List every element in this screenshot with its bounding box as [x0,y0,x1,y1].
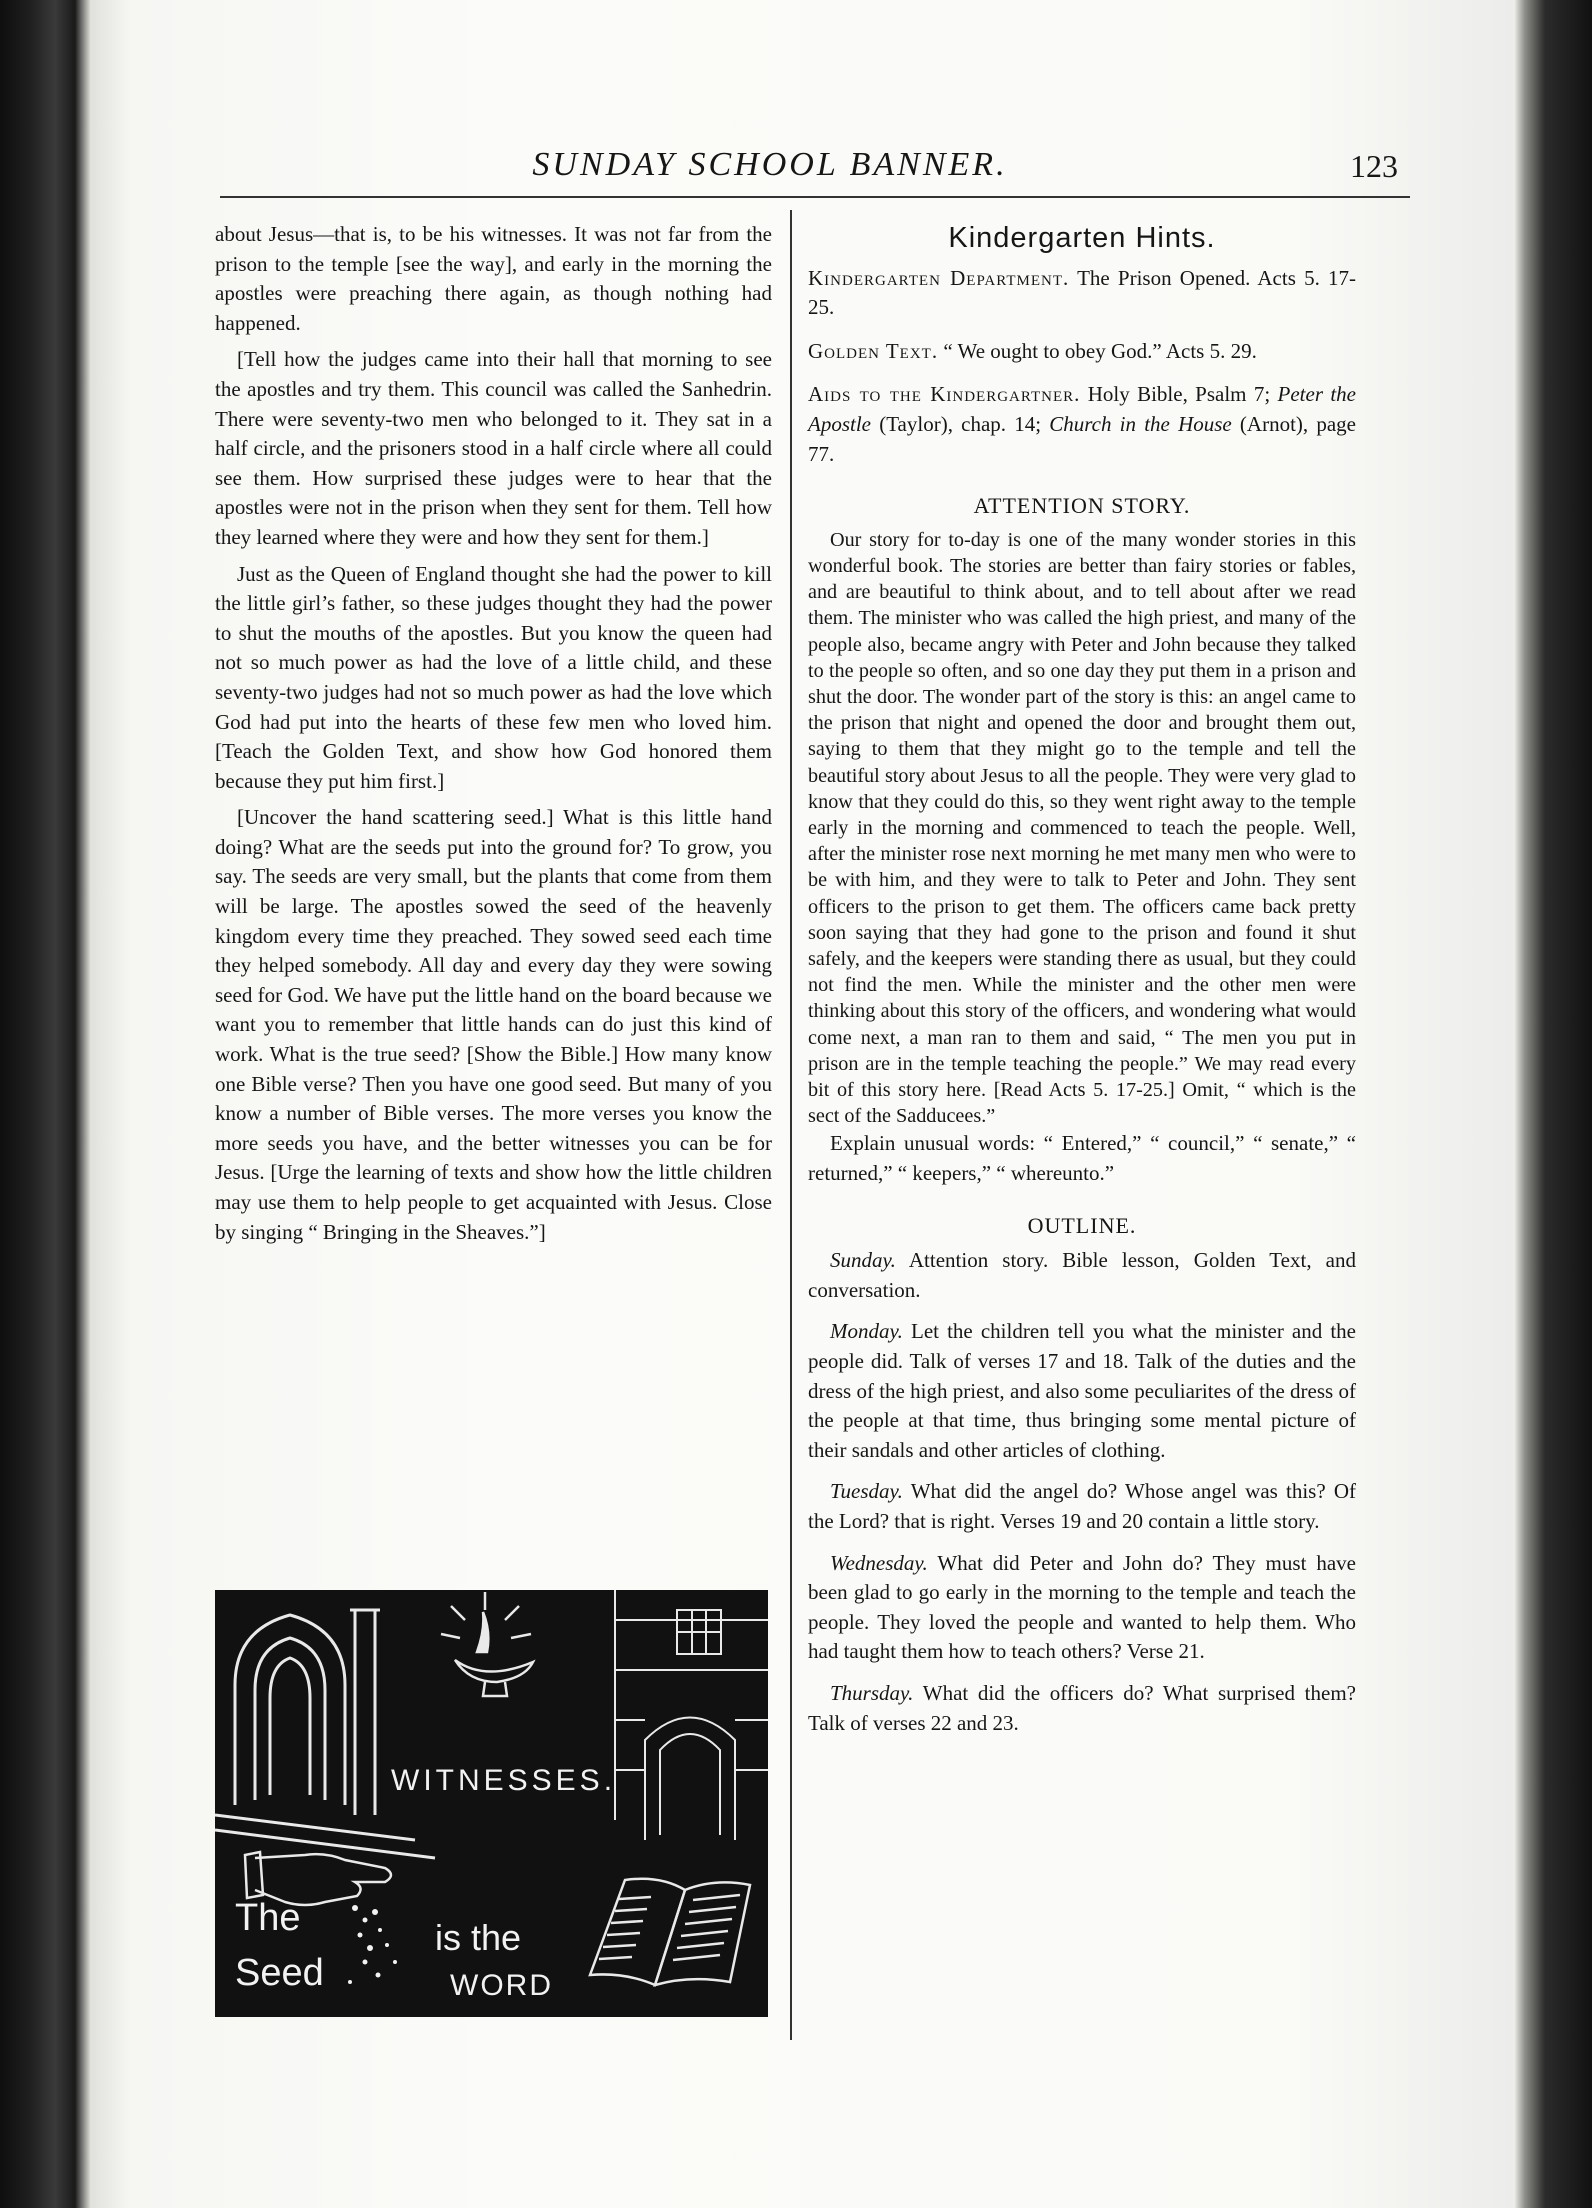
motto-word: WORD [450,1969,553,2002]
book-page-edge-right [1515,0,1592,2208]
aids-line [808,380,1356,469]
outline-text: What did the officers do? What surprised them? Talk of verses 22 and 23. [808,1680,1356,1735]
outline-item [808,1549,1356,1667]
aids-text: Holy Bible, Psalm 7; [1087,382,1278,407]
golden-text-line [808,337,1356,367]
attention-story-text: Our story for to-day is one of the many wonder stories in this wonderful book. The stories are better than fairy stories or fables, and are beautiful to think about, and to tell about after we read them. The minister who was called the high priest, and many of the people also, became angry with Peter and John because they talked to the people so often, and so one day they put them in a prison and shut the door. The wonder part of the story is this: an angel came to the prison that night and opened the door and brought them out, saying to them that they might go to the temple and tell the beautiful story about Jesus to all the people. They were very glad to know that they could do this, so they went right away to the temple early in the morning and commenced to teach the people. Well, after the minister rose next morning he met many men who were to be with him, and they were to talk to Peter and John. They sent officers to the prison to get them. The officers came back pretty soon saying that they had gone to the prison and found it shut safely, and the keepers were standing there as usual, but they could not find the men. While the minister and the other men were thinking about this story of the officers, and wondering what would come next, a man ran to them and said, “ The men you put in prison are in the temple teaching the people.” We may read every bit of this story here. [Read Acts 5. 17-25.] Omit, “ which is the sect of the Sadducees.” [808,528,1356,1128]
witnesses-word: WITNESSES. [391,1764,617,1797]
outline-item [808,1317,1356,1465]
journal-title: SUNDAY SCHOOL BANNER. [532,146,1008,183]
witnesses-illustration [215,1590,768,2017]
aids-text: (Arnot), page 77. [808,411,1356,466]
outline-item [808,1679,1356,1738]
golden-text: “ We ought to obey God.” Acts 5. 29. [943,338,1257,363]
running-header [220,140,1410,192]
paragraph: [Tell how the judges came into their hall that morning to see the apostles and try them. This council was called the Sanhedrin. There were seventy-two men who belonged to it. They sat in a half circle, and the prisoners stood in a half circle where all could see them. How surprised these judges were to hear that the apostles were not in the prison when they sent for them. Tell how they learned where they were and how they sent for them.] [215,347,772,549]
explain-words: Explain unusual words: “ Entered,” “ council,” “ senate,” “ returned,” “ keepers,” “ whereunto.” [808,1131,1356,1186]
department-line [808,264,1356,323]
golden-text-label: Golden Text. [808,338,939,363]
outline-day: Thursday. [830,1680,914,1705]
attention-story-heading: ATTENTION STORY. [973,493,1191,519]
book-title: Peter the Apostle [808,382,1356,436]
section-title: Kindergarten Hints. [948,222,1216,254]
right-column [808,220,1356,1750]
department-label: Kindergarten Department. [808,265,1070,290]
outline-heading: OUTLINE. [1027,1212,1137,1238]
motto-the: The [235,1897,301,1939]
aids-label: Aids to the Kindergartner. [808,382,1081,407]
header-rule [220,196,1410,198]
paragraph: Just as the Queen of England thought she had the power to kill the little girl’s father, so these judges thought they had the power to shut the mouths of the apostles. But you know the queen had not so much power as had the love of a little child, and these seventy-two judges had not so much power as had the love which God had put into the hearts of these few men who loved him. [Teach the Golden Text, and show how God honored them because they put him first.] [215,561,772,793]
outline-item [808,1246,1356,1305]
outline-item [808,1477,1356,1536]
outline-text: What did the angel do? Whose angel was this? Of the Lord? that is right. Verses 19 and 20 contain a little story. [808,1479,1356,1533]
outline-text: Attention story. Bible lesson, Golden Text, and conversation. [808,1248,1356,1302]
paragraph: about Jesus—that is, to be his witnesses. It was not far from the prison to the temple [see the way], and early in the morning the apostles were preaching there again, as though nothing had happened. [215,222,772,335]
outline-day: Monday. [830,1319,903,1344]
outline-list [808,1246,1356,1738]
paragraph: [Uncover the hand scattering seed.] What is this little hand doing? What are the seeds put into the ground for? To grow, you say. The seeds are very small, but the plants that come from them will be large. The apostles sowed the seed of the heavenly kingdom every time they preached. They sowed seed each time they helped somebody. All day and every day they were sowing seed for God. We have put the little hand on the board because we want you to remember that little hands can do just this kind of work. What is the true seed? [Show the Bible.] How many know one Bible verse? Then you have one good seed. But many of you know a number of Bible verses. The more verses you know the more seeds you have, and the better witnesses you can be for Jesus. [Urge the learning of texts and show how the little children may use them to help people to get acquainted with Jesus. Close by singing “ Bringing in the Sheaves.”] [215,805,772,1244]
motto-seed: Seed [235,1952,324,1994]
left-column [215,220,772,1247]
outline-day: Sunday. [830,1248,896,1273]
book-title: Church in the House [1049,411,1232,436]
outline-text: What did Peter and John do? They must have been glad to go early in the morning to the temple and teach the people. They loved the people and wanted to help them. Who had taught them how to teach others? Verse 21. [808,1550,1356,1664]
outline-text: Let the children tell you what the minister and the people did. Talk of verses 17 and 18. Talk of the duties and the dress of the high priest, and also some peculiarites of the dress of the people at that time, thus bringing some mental picture of their sandals and other articles of clothing. [808,1319,1356,1462]
outline-day: Tuesday. [830,1479,903,1504]
outline-day: Wednesday. [830,1550,928,1575]
motto-is-the: is the [435,1917,522,1958]
book-binding-left [0,0,90,2208]
page-number: 123 [1350,148,1398,184]
aids-text: (Taylor), chap. 14; [871,411,1050,436]
department-text: The Prison Opened. Acts 5. 17-25. [808,265,1357,320]
column-divider [790,210,792,2040]
